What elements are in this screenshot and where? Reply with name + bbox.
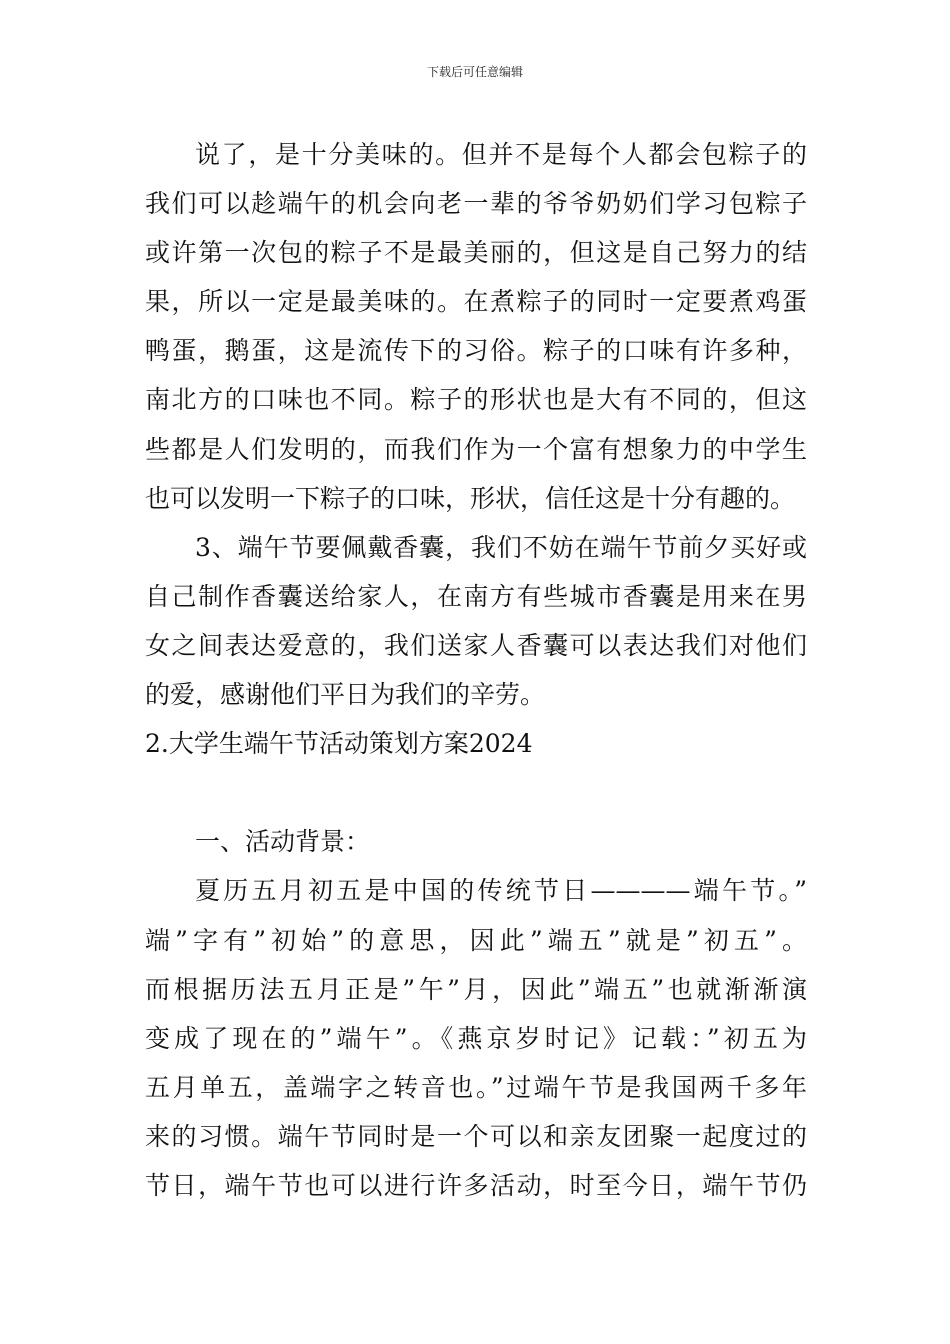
text-line: 也可以发明一下粽子的口味，形状，信任这是十分有趣的。: [145, 483, 796, 513]
section-title: 2.大学生端午节活动策划方案2024: [145, 729, 533, 759]
text-line: 来的习惯。端午节同时是一个可以和亲友团聚一起度过的: [145, 1121, 807, 1151]
page-header: 下载后可任意编辑: [426, 65, 523, 79]
text-line: 3、端午节要佩戴香囊，我们不妨在端午节前夕买好或: [195, 532, 807, 562]
text-line: 夏历五月初五是中国的传统节日————端午节。”: [195, 876, 807, 906]
text-line: 南北方的口味也不同。粽子的形状也是大有不同的，但这: [145, 385, 807, 415]
paragraph-sachet: [145, 523, 807, 719]
paragraph-zongzi: [145, 130, 807, 523]
text-line: 的爱，感谢他们平日为我们的辛劳。: [145, 680, 546, 710]
text-line: 我们可以趁端午的机会向老一辈的爷爷奶奶们学习包粽子: [145, 189, 807, 219]
text-line: 端”字有”初始”的意思，因此”端五”就是”初五”。: [145, 925, 807, 955]
text-line: 五月单五，盖端字之转音也。”过端午节是我国两千多年: [145, 1072, 807, 1102]
text-line: 而根据历法五月正是”午”月，因此”端五”也就渐渐演: [145, 974, 807, 1004]
blank-line: [145, 768, 807, 817]
text-line: 女之间表达爱意的，我们送家人香囊可以表达我们对他们: [145, 630, 807, 660]
text-line: 些都是人们发明的，而我们作为一个富有想象力的中学生: [145, 434, 807, 464]
text-line: 鸭蛋，鹅蛋，这是流传下的习俗。粽子的口味有许多种，: [145, 336, 807, 366]
text-line: 或许第一次包的粽子不是最美丽的，但这是自己努力的结: [145, 238, 807, 268]
subheading-background: 一、活动背景：: [195, 827, 371, 857]
text-line: 自己制作香囊送给家人，在南方有些城市香囊是用来在男: [145, 581, 807, 611]
text-line: 说了，是十分美味的。但并不是每个人都会包粽子的: [195, 140, 807, 169]
paragraph-background: [145, 866, 807, 1210]
text-line: 果，所以一定是最美味的。在煮粽子的同时一定要煮鸡蛋: [145, 287, 807, 317]
text-line: 节日，端午节也可以进行许多活动，时至今日，端午节仍: [145, 1170, 807, 1200]
document-body: [145, 130, 807, 1210]
text-line: 变成了现在的”端午”。《燕京岁时记》记载：”初五为: [145, 1023, 807, 1053]
